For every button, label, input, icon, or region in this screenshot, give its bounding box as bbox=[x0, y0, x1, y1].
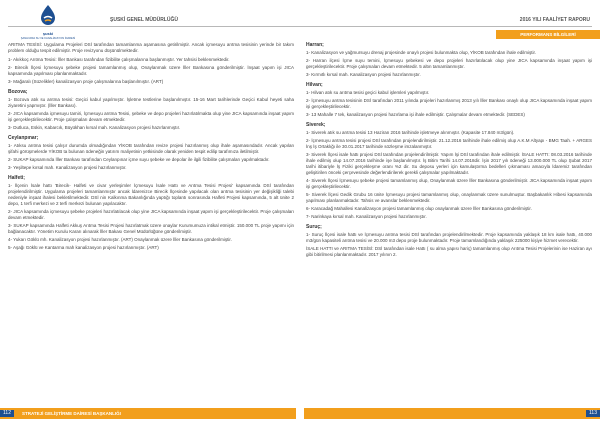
right-column bbox=[306, 42, 592, 260]
list-item: 2- JICA kapsamında içmesuyu şebeke projeleri hazırlatılacak olup yine JICA kapsamında inşaat yapım işi gerçekleştirilecektir. Proje çalışmaları devam etmektedir. bbox=[8, 209, 294, 220]
suski-logo-icon bbox=[37, 4, 59, 26]
header-divider bbox=[8, 26, 592, 27]
list-item: 3- Mağaralı (Süzelikler) kanalizasyon proje çalışmalarına başlanılmıştır. (ART) bbox=[8, 79, 164, 84]
list-item: 1- Suruç İlçesi isale hattı ve İçmesuyu arıtma tesisi DSİ tarafından projelendirilmektedir. Proje kapsamında yaklaşık 18 km isale hattı, 40.000 m3/gün kapasiteli arıtma tesisi ve 20.000 m3 depo proje bulunmaktadır. Proje tamamlandığında yaklaşık 225000 kişiye hizmet verecektir. bbox=[306, 232, 592, 243]
section-title-harran: Harran; bbox=[306, 42, 324, 48]
list-item: 3- Yeşiltepe kırsal mah. Kanalizasyon projesi hazırlanmıştır. bbox=[8, 165, 127, 170]
list-item: 3- Dutluca, Eskin, Kabarcık, Büyükhan kırsal mah. Kanalizasyon projesi hazırlanmıştır. bbox=[8, 125, 181, 130]
list-item: 3- Siverek İlçesi isale hattı projesi DSİ tarafından projelendirilmiştir. Yapım İşi DSİ tarafından ihale edilmiştir. İSALE HATTI: 08.03.2016 tarihinde ihale edilmiş olup 14.07.2016 tarihinde işe başlanılmıştır. İş Bitim Tarihi 14.07.2018dir. İşin 2017 yılı ödeneği 13.000.000 TL olup Şubat 2017 tarihi itibariyle İş Fiziki gerçekleşme oranı %2 dir. Su deposu yerleri için kamulaştırma bedelleri çıkmaması amacıyla İdaremiz tarafından gelişitirilen önceki çerçevesinde değerlendirilerek gerekli çalışmalar yapılmaktadır. bbox=[306, 152, 592, 175]
list-item: 1- Atıksu arıtma tesisi çalışır durumda olmadığından YİKOB tarafından revize projesi hazırlanmış olup ihale aşamasındadır. Ancak yapılan şifahi görüşmelerde YİKOB ta bulunan ödeneğin yatırım maliyetinin yetkisinde olarak yeniden tespit edilip tarafımıza iletilmiştir. bbox=[8, 143, 294, 154]
footer-bar-right bbox=[304, 408, 600, 419]
section-title-bozova: Bozova; bbox=[8, 89, 28, 95]
left-column bbox=[8, 42, 294, 253]
section-title-halfeti: Halfeti; bbox=[8, 175, 25, 181]
list-item: 1- Bozova atık su arıtma tesisi: Geçici kabul yapılmıştır. İşletme testlerine başlanılmıştır. 15-16 Mart tarihlerinde Geçici Kabul heyeti saha ziyaretini yapmıştır. (İller Bankası). bbox=[8, 97, 294, 108]
list-item: 2- İçmesuyu arıtma tesisinin DSİ tarafından 2011 yılında projeleri hazırlanmış 2013 yılı İller Bankası onaylı olup JICA kapsamında inşaat yapım işi gerçekleştirilecektir. bbox=[306, 98, 592, 109]
org-title: ŞUSKİ GENEL MÜDÜRLÜĞÜ bbox=[110, 17, 178, 23]
list-item: 2- SUKAP kapsamında İller Bankası tarafından Ceylanpınar içme suyu şebeke ve depolar ile ilgili fizibilite çalışmaları yapılmaktadır. bbox=[8, 157, 270, 162]
list-item: 2- Birecik İlçesi İçmesuyu şebeke projesi tamamlanmış olup, Onaylanmak üzere İller Bankasına gönderilmiştir. İnşaat yapım işi JICA kapsamında yapılması planlanmaktadır. bbox=[8, 65, 294, 76]
list-item: İSALE HATTI ve ARITMA TESİSİ: DSİ tarafından isale Hattı ( su alma yapısı hariç) tamamlanmış olup Arıtma Tesisi Projelerinin ise Haziran ayı gibi bitirilmesi planlanmaktadır. 2017 yılının 2. bbox=[306, 246, 592, 257]
report-title: 2016 YILI FAALİYET RAPORU bbox=[519, 17, 590, 23]
list-item: 5- Siverek İlçesi Gedik Grubu 16 ünite İçmesuyu projesi tamamlanmış olup, onaylanmak üzere sunulmuştur. Başbakanlık Hibesi kapsamında yapılması planlanmaktadır. Tahsis ve avanslar beklenmektedir. bbox=[306, 192, 592, 203]
logo-subtext: ŞANLIURFA SU VE KANALİZASYON İDARESİ bbox=[20, 37, 76, 40]
intro-paragraph: ARITMA TESİSİ: Uygulama Projeleri DSİ tarafından tamamlanma aşamasına getirilmiştir. Ancak içmesuyu arıtma tesisinin yerinde bir takım problem olduğu tespit edilmiştir. Proje revizyonu düşünülmektedir. bbox=[8, 42, 294, 53]
list-item: 4- Yukarı Göklü mh. Kanalizasyon projesi hazırlanmıştır. (ART) Onaylanmak üzere İller Bankasına gönderilmiştir. bbox=[8, 237, 232, 242]
list-item: 2- JICA kapsamında içmesuyu tamiri, İçmesuyu arıtma Tesisi, şebeke ve depo projeleri hazırlatılmakta olup yine JICA kapsamında inşaat yapım işi gerçekleştirilecektir. Proje çalışmaları devam etmektedir. bbox=[8, 111, 294, 122]
list-item: 1- Kanalizasyon ve yağmursuyu drenaj projesinde onaylı projesi bulunmakta olup, YİKOB tarafından ihale edilmiştir. bbox=[306, 50, 537, 55]
section-title-suruc: Suruç; bbox=[306, 224, 322, 230]
list-item: 7- Narinkaya kırsal mah. Kanalizasyon projesi hazırlanmıştır. bbox=[306, 214, 427, 219]
header-logo-block bbox=[8, 4, 88, 41]
list-item: 4- Siverek İlçesi İçmesuyu şebeke projesi tamamlanmış olup, Onaylanmak üzere İller Bankasına gönderilmiştir. JICA kapsamında inşaat yapım işi gerçekleştirilecektir. bbox=[306, 178, 592, 189]
page-number-left: 112 bbox=[0, 410, 14, 417]
section-title-siverek: Siverek; bbox=[306, 122, 326, 128]
page-number-right: 113 bbox=[586, 410, 600, 417]
list-item: 1- İlçenin İsale hattı 'Birecik- Halfeti ve civar yerleşimler İçmesuyu İsale Hattı ve Arıtma Tesisi Projesi' kapsamında DSİ tarafından projelendirilmiştir. Uygulama projeleri tamamlanmıştır ancak İdarenizce Birecik İlçesinde yapılacak olan arıtma tesisinin yer değişikliği talebi nedeniyle inşaat ihalesi bekletilmektedir. DSİ nin Kalkınma Bakanlığında yaptığı toplantı sonrasında Halfeti Projesi kapsamında, 5 alt ünite 2 depo, 1 terfi merkezi ve 2 terfi merkezi bulunan yapılacaktır. bbox=[8, 183, 294, 206]
list-item: 1- Siverek atık su arıtma tesisi 13 Haziran 2016 tarihinde işletmeye alınmıştır. (Kapasite 17.840 m3/gün). bbox=[306, 130, 515, 135]
list-item: 3- Kırmıtlı kırsal mah. Kanalizasyon projesi hazırlanmıştır. bbox=[306, 72, 421, 77]
section-title-ceylanpinar: Ceylanpınar; bbox=[8, 135, 39, 141]
list-item: 2- Harran ilçesi İçme suyu temini, İçmesuyu şebekesi ve depo projeleri hazırlatılacak olup yine JICA kapsamında inşaat yapım işi gerçekleştirilecektir. Proje çalışmaları devam etmektedir. 5 altın tamamlanmıştır. bbox=[306, 58, 592, 69]
list-item: 6- Karacadağ Mahallesi Kanalizasyon projesi tamamlanmış olup onaylanmak üzere İller Bankasına gönderilmiştir. bbox=[306, 206, 532, 211]
list-item: 2- İçmesuyu arıtma tesisi projesi DSİ tarafından projelendirilmiştir. 21.12.2016 tarihinde ihale edilmiş olup A.K.M Altyapı - BMG Taah. + ARGES İnş İş Ortaklığı ile 30.01.2017 tarihinde sözleşme imzalanmıştır. bbox=[306, 138, 592, 149]
section-title-hilvan: Hilvan; bbox=[306, 82, 323, 88]
logo-text: şuski bbox=[42, 31, 54, 36]
list-item: 1- Akıkkoç Arıtma Tesisi: İller Bankası tarafından fizibilite çalışmalarına başlanmıştır. Yer tahsisi beklenmektedir. bbox=[8, 57, 230, 62]
list-item: 3- 13 Mahalle 7 tek, kanalizasyon projesi hazırlama işi ihale edilmiştir. Çalışmalar devam etmektedir. (SEDES) bbox=[306, 112, 525, 117]
list-item: 5- Aşağı Göklü ve Kantarma mah kanalizasyon projesi hazırlanmıştır. (ART) bbox=[8, 245, 159, 250]
section-tab: PERFORMANS BİLGİLERİ bbox=[496, 30, 600, 39]
list-item: 3- SUKAP kapsamında Halfeti Akkuş Arıtma Tesisi Projesi hazırlatmak üzere onaylar Kurumumuza intikal etmiştir. 150.000 TL proje yapımı için bağlanacaktır. Yönetim Kurulu Kararı alınarak İller Bakası Genel Müdürlüğüne gönderilmiştir. bbox=[8, 223, 294, 234]
list-item: 1- Hilvan atık su arıtma tesisi geçici kabul işlemleri yapılmıştır. bbox=[306, 90, 430, 95]
footer-text: STRATEJİ GELİŞTİRME DAİRESİ BAŞKANLIĞI bbox=[22, 411, 121, 416]
